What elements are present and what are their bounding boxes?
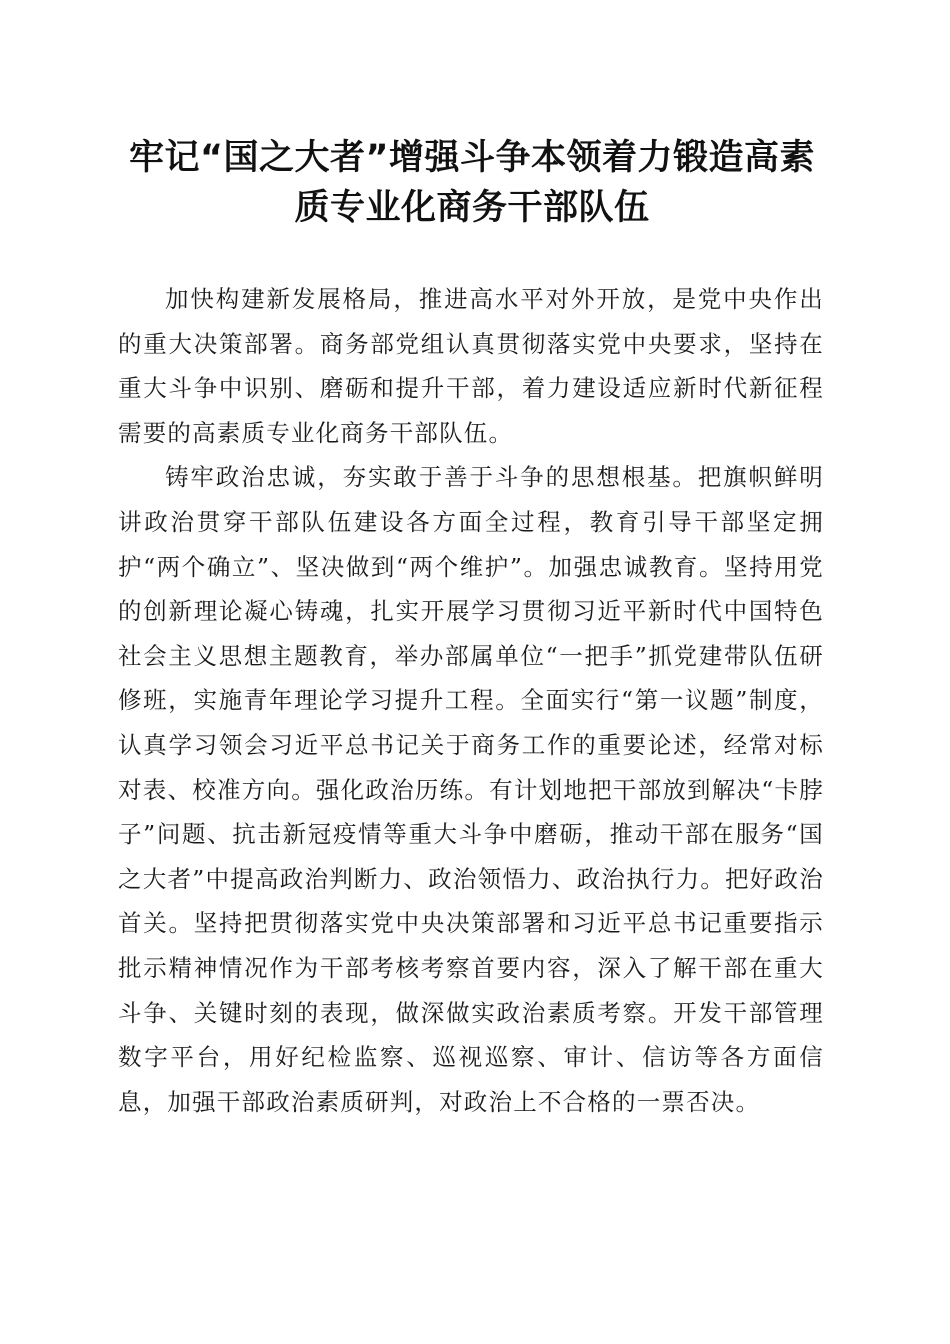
paragraph-intro: 加快构建新发展格局，推进高水平对外开放，是党中央作出的重大决策部署。商务部党组认真贯彻落实党中央要求，坚持在重大斗争中识别、磨砺和提升干部，着力建设适应新时代新征程需要的高素质专业化商务干部队伍。 [118,285,824,447]
document-title [112,133,832,233]
paragraph-political-loyalty: 铸牢政治忠诚，夯实敢于善于斗争的思想根基。把旗帜鲜明讲政治贯穿干部队伍建设各方面全过程，教育引导干部坚定拥护“两个确立”、坚决做到“两个维护”。加强忠诚教育。坚持用党的创新理论凝心铸魂，扎实开展学习贯彻习近平新时代中国特色社会主义思想主题教育，举办部属单位“一把手”抓党建带队伍研修班，实施青年理论学习提升工程。全面实行“第一议题”制度，认真学习领会习近平总书记关于商务工作的重要论述，经常对标对表、校准方向。强化政治历练。有计划地把干部放到解决“卡脖子”问题、抗击新冠疫情等重大斗争中磨砺，推动干部在服务“国之大者”中提高政治判断力、政治领悟力、政治执行力。把好政治首关。坚持把贯彻落实党中央决策部署和习近平总书记重要指示批示精神情况作为干部考核考察首要内容，深入了解干部在重大斗争、关键时刻的表现，做深做实政治素质考察。开发干部管理数字平台，用好纪检监察、巡视巡察、审计、信访等各方面信息，加强干部政治素质研判，对政治上不合格的一票否决。 [118,463,824,1116]
document-body [118,277,824,1124]
title-line-2: 质专业化商务干部队伍 [294,188,650,228]
title-line-1: 牢记“国之大者”增强斗争本领着力锻造高素 [128,138,815,178]
